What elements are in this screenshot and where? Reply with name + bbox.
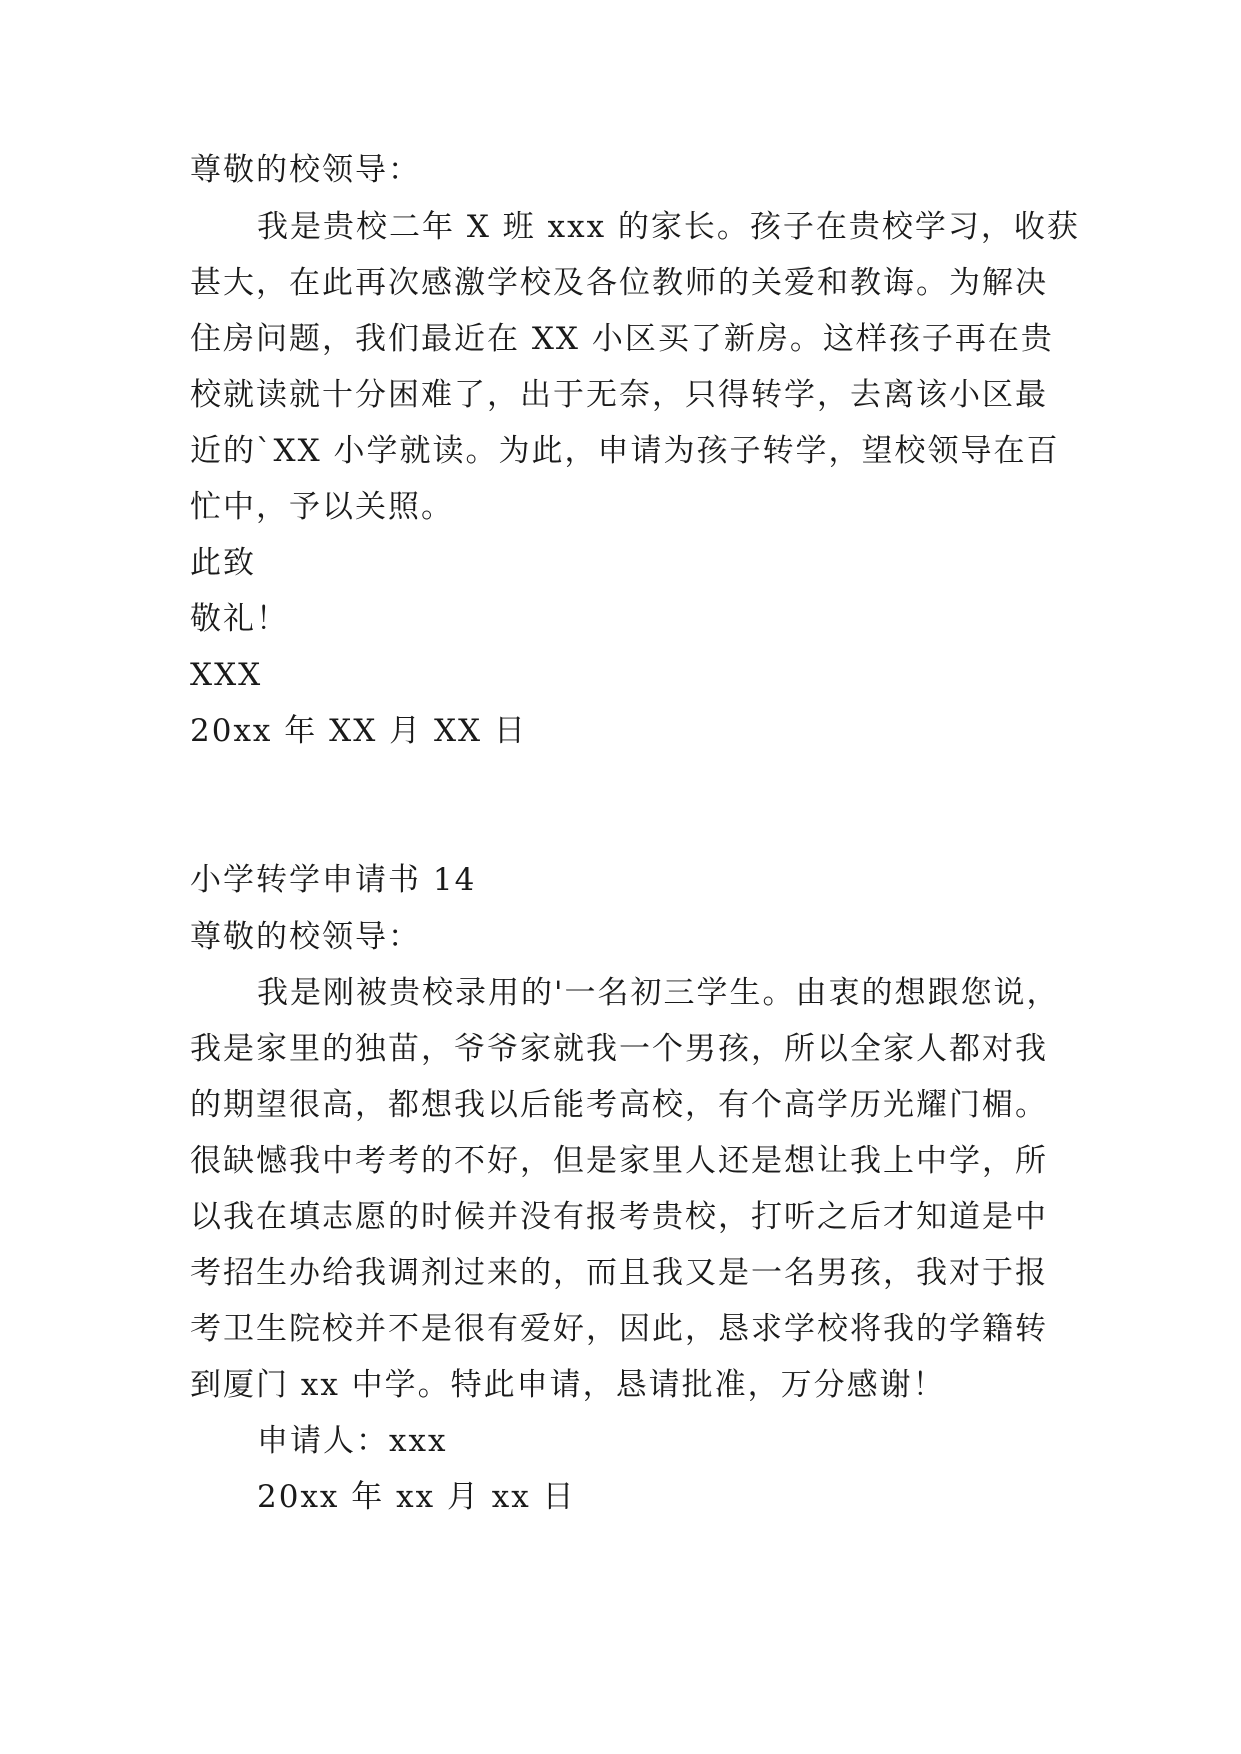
- date-line: 20xx 年 XX 月 XX 日: [190, 713, 527, 749]
- salutation: 尊敬的校领导：: [190, 919, 421, 955]
- body-line: 考卫生院校并不是很有爱好，因此，恳求学校将我的学籍转: [190, 1311, 1048, 1347]
- body-line: 甚大，在此再次感激学校及各位教师的关爱和教诲。为解决: [190, 265, 1048, 301]
- body-line: 以我在填志愿的时候并没有报考贵校，打听之后才知道是中: [190, 1199, 1048, 1235]
- signature: XXX: [190, 657, 263, 693]
- date-line: 20xx 年 xx 月 xx 日: [257, 1479, 576, 1515]
- body-line: 忙中，予以关照。: [190, 489, 454, 525]
- body-line: 住房问题，我们最近在 XX 小区买了新房。这样孩子再在贵: [190, 321, 1054, 357]
- body-line: 到厦门 xx 中学。特此申请，恳请批准，万分感谢！: [190, 1367, 946, 1403]
- body-line: 考招生办给我调剂过来的，而且我又是一名男孩，我对于报: [190, 1255, 1048, 1291]
- section-title: 小学转学申请书 14: [190, 862, 477, 898]
- body-line: 近的`XX 小学就读。为此，申请为孩子转学，望校领导在百: [190, 433, 1060, 469]
- body-line: 我是贵校二年 X 班 xxx 的家长。孩子在贵校学习，收获: [257, 209, 1080, 245]
- body-line: 校就读就十分困难了，出于无奈，只得转学，去离该小区最: [190, 377, 1048, 413]
- closing-line: 此致: [190, 545, 256, 581]
- body-line: 很缺憾我中考考的不好，但是家里人还是想让我上中学，所: [190, 1143, 1048, 1179]
- applicant-line: 申请人：xxx: [257, 1423, 448, 1459]
- body-line: 的期望很高，都想我以后能考高校，有个高学历光耀门楣。: [190, 1087, 1048, 1123]
- closing-line: 敬礼！: [190, 601, 289, 637]
- salutation: 尊敬的校领导：: [190, 152, 421, 188]
- body-line: 我是刚被贵校录用的'一名初三学生。由衷的想跟您说，: [257, 975, 1060, 1011]
- body-line: 我是家里的独苗，爷爷家就我一个男孩，所以全家人都对我: [190, 1031, 1048, 1067]
